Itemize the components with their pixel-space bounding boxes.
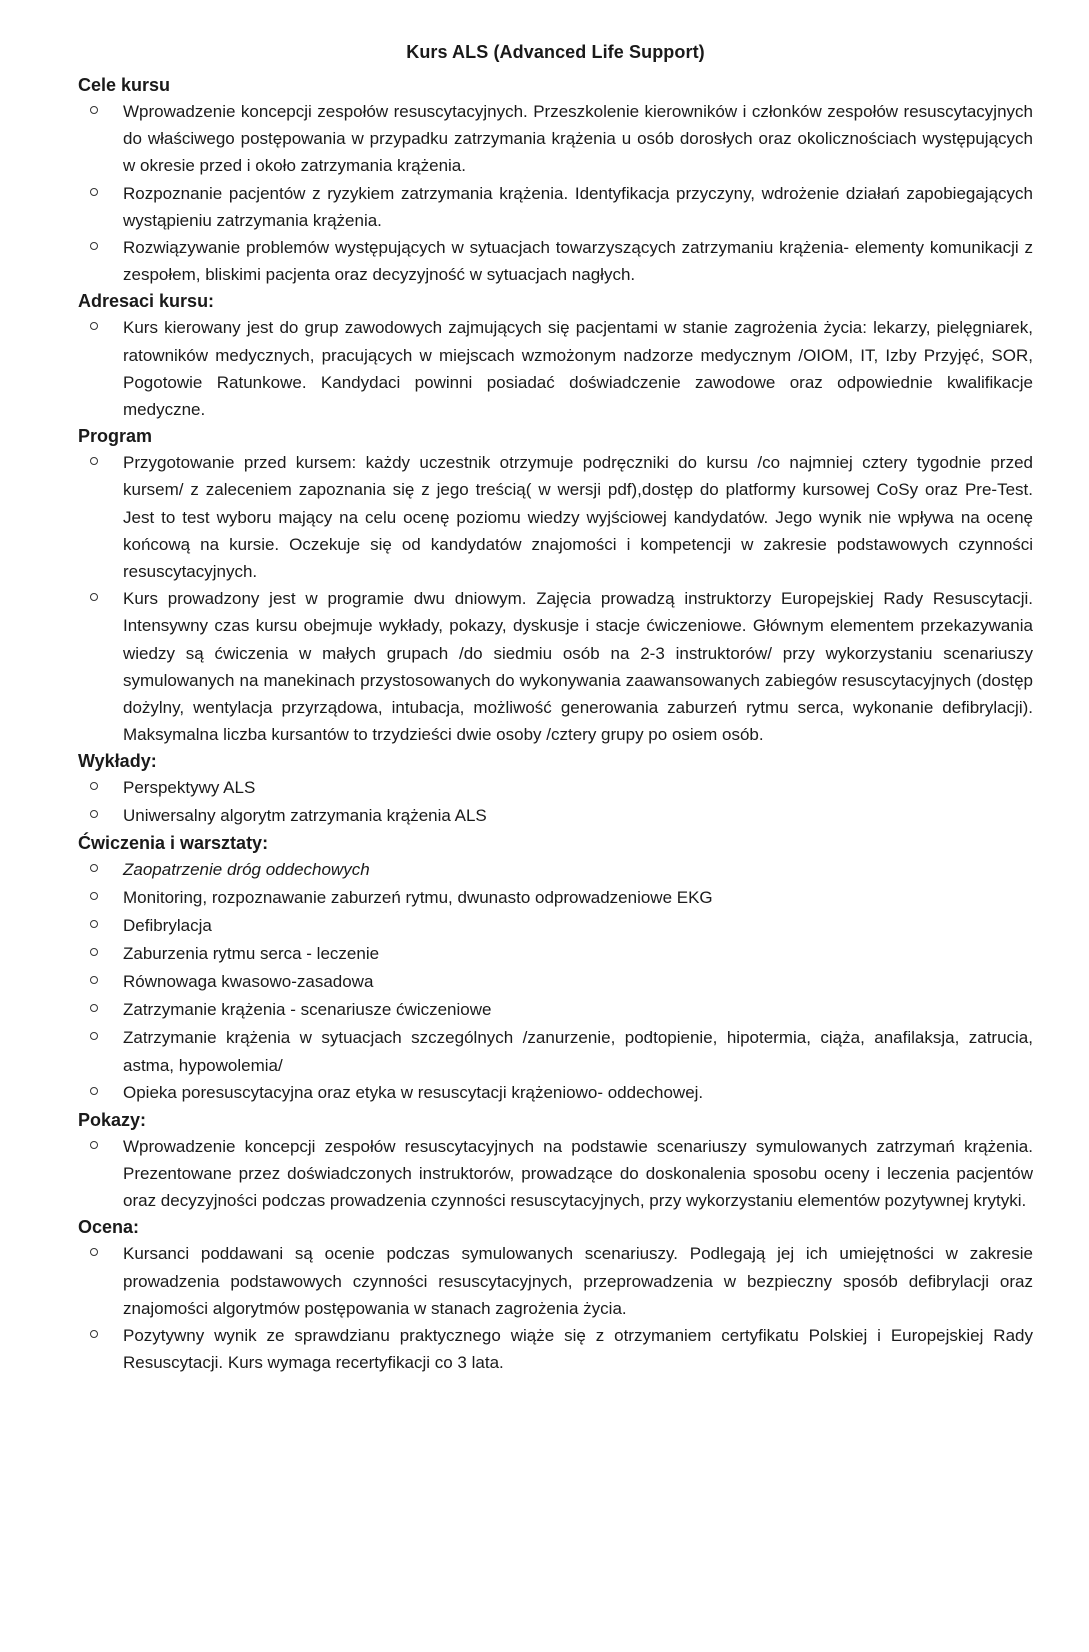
section-ocena	[78, 1214, 1033, 1376]
list-item	[78, 314, 1033, 423]
list-item-text: Perspektywy ALS	[123, 778, 256, 798]
list-item	[78, 968, 1033, 996]
list-item	[78, 585, 1033, 748]
circle-bullet-icon	[90, 864, 98, 872]
section-wyklady	[78, 748, 1033, 830]
list-item	[78, 1240, 1033, 1322]
list-item	[78, 774, 1033, 802]
list-item	[78, 884, 1033, 912]
cele-list	[78, 98, 1033, 288]
circle-bullet-icon	[90, 892, 98, 900]
circle-bullet-icon	[90, 1004, 98, 1012]
program-list	[78, 449, 1033, 748]
circle-bullet-icon	[90, 1087, 98, 1095]
list-item-text: Wprowadzenie koncepcji zespołów resuscytacyjnych. Przeszkolenie kierowników i członków zespołów resuscytacyjnych do właściwego postępowania w przypadku zatrzymania krążenia u osób dorosłych oraz okolicznościach występujących w okresie przed i około zatrzymania krążenia.	[123, 102, 1033, 176]
list-item	[78, 180, 1033, 234]
circle-bullet-icon	[90, 322, 98, 330]
circle-bullet-icon	[90, 106, 98, 114]
section-heading-ocena: Ocena:	[78, 1217, 140, 1238]
list-item-text: Rozwiązywanie problemów występujących w sytuacjach towarzyszących zatrzymaniu krążenia- elementy komunikacji z zespołem, bliskimi pacjenta oraz decyzyjność w sytuacjach nagłych.	[123, 238, 1033, 285]
list-item-text: Rozpoznanie pacjentów z ryzykiem zatrzymania krążenia. Identyfikacja przyczyny, wdrożenie działań zapobiegających wystąpieniu zatrzymania krążenia.	[123, 183, 1033, 230]
circle-bullet-icon	[90, 1330, 98, 1338]
list-item-text: Monitoring, rozpoznawanie zaburzeń rytmu, dwunasto odprowadzeniowe EKG	[123, 888, 713, 908]
list-item	[78, 449, 1033, 585]
section-cele	[78, 72, 1033, 288]
list-item-text: Opieka poresuscytacyjna oraz etyka w resuscytacji krążeniowo- oddechowej.	[123, 1082, 704, 1102]
circle-bullet-icon	[90, 1032, 98, 1040]
list-item	[78, 234, 1033, 288]
list-item	[78, 1024, 1033, 1078]
list-item	[78, 1079, 1033, 1107]
circle-bullet-icon	[90, 810, 98, 818]
list-item-text: Przygotowanie przed kursem: każdy uczestnik otrzymuje podręczniki do kursu /co najmniej cztery tygodnie przed kursem/ z zaleceniem zapoznania się z jego treścią( w wersji pdf),dostęp do platformy kursowej CoSy oraz Pre-Test. Jest to test wyboru mający na celu ocenę poziomu wiedzy wyjściowej kandydatów. Jego wynik nie wpływa na ocenę końcową na kursie. Oczekuje się od kandydatów znajomości i kompetencji w zakresie podstawowych czynności resuscytacyjnych.	[123, 453, 1033, 582]
circle-bullet-icon	[90, 976, 98, 984]
circle-bullet-icon	[90, 242, 98, 250]
list-item	[78, 98, 1033, 180]
pokazy-list	[78, 1133, 1033, 1215]
list-item-text: Wprowadzenie koncepcji zespołów resuscytacyjnych na podstawie scenariuszy symulowanych zatrzymań krążenia. Prezentowane przez doświadczonych instruktorów, prowadzące do doskonalenia sposobu oceny i leczenia pacjentów oraz decyzyjności podczas prowadzenia czynności resuscytacyjnych, przy wykorzystaniu elementów pozytywnej krytyki.	[123, 1136, 1033, 1211]
section-program	[78, 423, 1033, 748]
list-item	[78, 940, 1033, 968]
circle-bullet-icon	[90, 948, 98, 956]
list-item-text: Równowaga kwasowo-zasadowa	[123, 972, 374, 992]
list-item-text: Uniwersalny algorytm zatrzymania krążenia ALS	[123, 806, 487, 826]
list-item-text: Kursanci poddawani są ocenie podczas symulowanych scenariuszy. Podlegają jej ich umiejętności w zakresie prowadzenia podstawowych czynności resuscytacyjnych, przeprowadzenia w bezpieczny sposób defibrylacji oraz znajomości algorytmów postępowania w stanach zagrożenia życia.	[123, 1244, 1033, 1318]
adresaci-list	[78, 314, 1033, 423]
list-item	[78, 802, 1033, 830]
circle-bullet-icon	[90, 593, 98, 601]
section-heading-program: Program	[78, 426, 153, 447]
circle-bullet-icon	[90, 1248, 98, 1256]
list-item	[78, 912, 1033, 940]
cwiczenia-list	[78, 856, 1033, 1106]
section-heading-pokazy: Pokazy:	[78, 1109, 147, 1130]
list-item-text: Zatrzymanie krążenia - scenariusze ćwiczeniowe	[123, 1000, 492, 1020]
section-heading-cele: Cele kursu	[78, 75, 171, 95]
list-item	[78, 1133, 1033, 1215]
list-item-text: Defibrylacja	[123, 916, 212, 936]
section-adresaci	[78, 288, 1033, 423]
document-title: Kurs ALS (Advanced Life Support)	[406, 42, 705, 62]
list-item	[78, 1322, 1033, 1376]
list-item-text: Zaburzenia rytmu serca - leczenie	[123, 944, 380, 964]
list-item-text: Zatrzymanie krążenia w sytuacjach szczególnych /zanurzenie, podtopienie, hipotermia, ciąża, anafilaksja, zatrucia, astma, hypowolemia/	[123, 1028, 1033, 1075]
section-cwiczenia	[78, 830, 1033, 1106]
section-heading-wyklady: Wykłady:	[78, 751, 157, 772]
circle-bullet-icon	[90, 782, 98, 790]
list-item-text: Zaopatrzenie dróg oddechowych	[123, 860, 370, 880]
list-item-text: Kurs prowadzony jest w programie dwu dniowym. Zajęcia prowadzą instruktorzy Europejskiej Rady Resuscytacji. Intensywny czas kursu obejmuje wykłady, pokazy, dyskusje i stacje ćwiczeniowe. Głównym elementem przekazywania wiedzy są ćwiczenia w małych grupach /do siedmiu osób na 2-3 instruktorów/ przy wykorzystaniu scenariuszy symulowanych na manekinach przystosowanych do wykonywania zaawansowanych zabiegów resuscytacyjnych (dostęp dożylny, wentylacja przyrządowa, intubacja, możliwość generowania zaburzeń rytmu serca, wykonanie defibrylacji). Maksymalna liczba kursantów to trzydzieści dwie osoby /cztery grupy po osiem osób.	[123, 589, 1033, 745]
list-item-text: Pozytywny wynik ze sprawdzianu praktycznego wiąże się z otrzymaniem certyfikatu Polskiej i Europejskiej Rady Resuscytacji. Kurs wymaga recertyfikacji co 3 lata.	[123, 1326, 1033, 1373]
section-heading-adresaci: Adresaci kursu:	[78, 291, 215, 312]
circle-bullet-icon	[90, 920, 98, 928]
ocena-list	[78, 1240, 1033, 1376]
circle-bullet-icon	[90, 1141, 98, 1149]
list-item	[78, 996, 1033, 1024]
list-item-text: Kurs kierowany jest do grup zawodowych zajmujących się pacjentami w stanie zagrożenia życia: lekarzy, pielęgniarek, ratowników medycznych, pracujących w miejscach wzmożonym nadzorze medycznym /OIOM, IT, Izby Przyjęć, SOR, Pogotowie Ratunkowe. Kandydaci powinni posiadać doświadczenie zawodowe oraz odpowiednie kwalifikacje medyczne.	[123, 318, 1033, 420]
circle-bullet-icon	[90, 188, 98, 196]
circle-bullet-icon	[90, 457, 98, 465]
list-item	[78, 856, 1033, 884]
section-heading-cwiczenia: Ćwiczenia i warsztaty:	[78, 833, 269, 854]
wyklady-list	[78, 774, 1033, 830]
section-pokazy	[78, 1107, 1033, 1215]
